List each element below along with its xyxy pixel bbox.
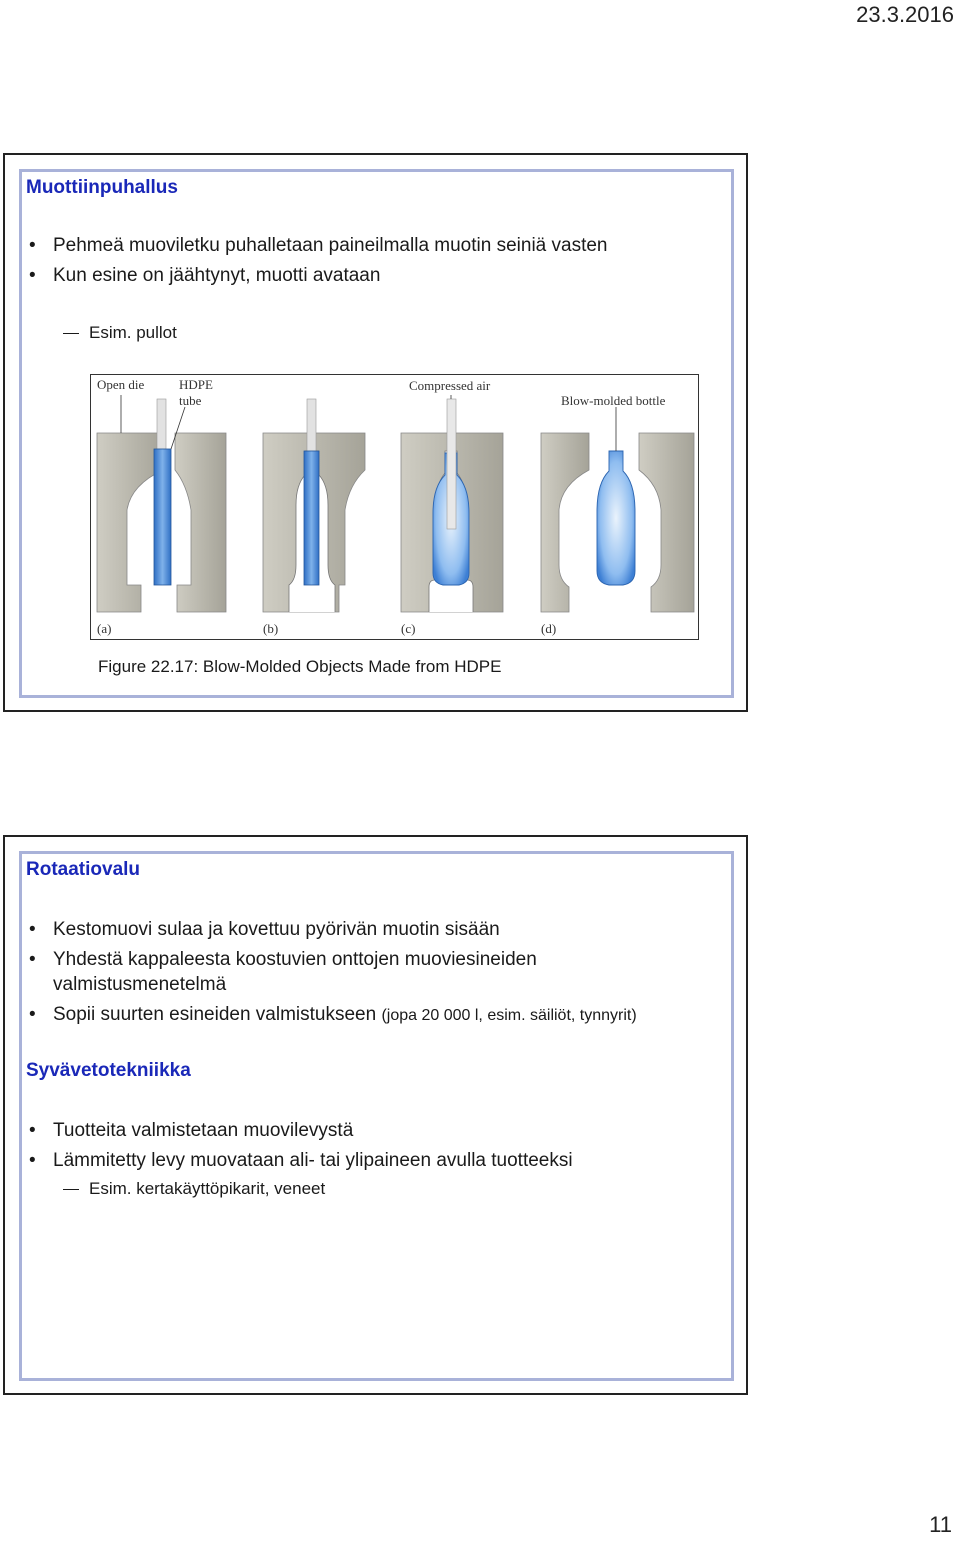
bullet-text: Kun esine on jäähtynyt, muotti avataan — [53, 265, 381, 286]
sub-bullet — [63, 1179, 325, 1199]
panel-label: (d) — [541, 621, 557, 636]
blow-molding-figure — [90, 374, 699, 640]
label-open-die: Open die — [97, 377, 145, 392]
panel-label: (a) — [97, 621, 112, 636]
sub-bullet — [63, 323, 177, 343]
bullet-dot-icon: • — [29, 265, 36, 286]
bullet-text: Yhdestä kappaleesta koostuvien onttojen muoviesineiden — [53, 949, 537, 970]
label-hdpe: HDPE — [179, 377, 213, 392]
page-number: 11 — [929, 1512, 952, 1537]
bullet-text: valmistusmenetelmä — [53, 974, 227, 995]
slide-title: Muottiinpuhallus — [26, 177, 178, 198]
bullet-dot-icon: • — [29, 919, 36, 940]
bullet-note-text: (jopa 20 000 l, esim. säiliöt, tynnyrit) — [381, 1007, 637, 1024]
slide-rotational-and-thermoforming — [3, 835, 748, 1395]
panel-label: (b) — [263, 621, 279, 636]
bullet-dot-icon: • — [29, 1004, 36, 1025]
panel-label: (c) — [401, 621, 416, 636]
bullet-text: Kestomuovi sulaa ja kovettuu pyörivän muotin sisään — [53, 919, 500, 940]
section-title-rotaatiovalu: Rotaatiovalu — [26, 859, 141, 880]
dash-icon — [63, 333, 79, 334]
bullet-text: Pehmeä muoviletku puhalletaan paineilmalla muotin seiniä vasten — [53, 235, 608, 256]
label-blow-molded-bottle: Blow-molded bottle — [561, 393, 666, 408]
bullet-text: Tuotteita valmistetaan muovilevystä — [53, 1120, 354, 1141]
slide-blow-molding — [3, 153, 748, 712]
bullet-dot-icon: • — [29, 1150, 36, 1171]
page-date: 23.3.2016 — [856, 2, 954, 27]
label-compressed-air: Compressed air — [409, 378, 491, 393]
section-title-syvavetotekniikka: Syvävetotekniikka — [26, 1060, 191, 1081]
bullet-dot-icon: • — [29, 949, 36, 970]
figure-caption: Figure 22.17: Blow-Molded Objects Made from HDPE — [98, 657, 502, 676]
blow-molding-illustration — [91, 375, 697, 638]
label-tube: tube — [179, 393, 202, 408]
sub-bullet-text: Esim. pullot — [89, 323, 177, 342]
bullet-main-text: Sopii suurten esineiden valmistukseen — [53, 1004, 382, 1025]
bullet-dot-icon: • — [29, 1120, 36, 1141]
bullet-text: Lämmitetty levy muovataan ali- tai ylipaineen avulla tuotteeksi — [53, 1150, 573, 1171]
bullet-dot-icon: • — [29, 235, 36, 256]
bullet-text — [53, 1004, 637, 1026]
sub-bullet-text: Esim. kertakäyttöpikarit, veneet — [89, 1179, 326, 1198]
dash-icon — [63, 1189, 79, 1190]
